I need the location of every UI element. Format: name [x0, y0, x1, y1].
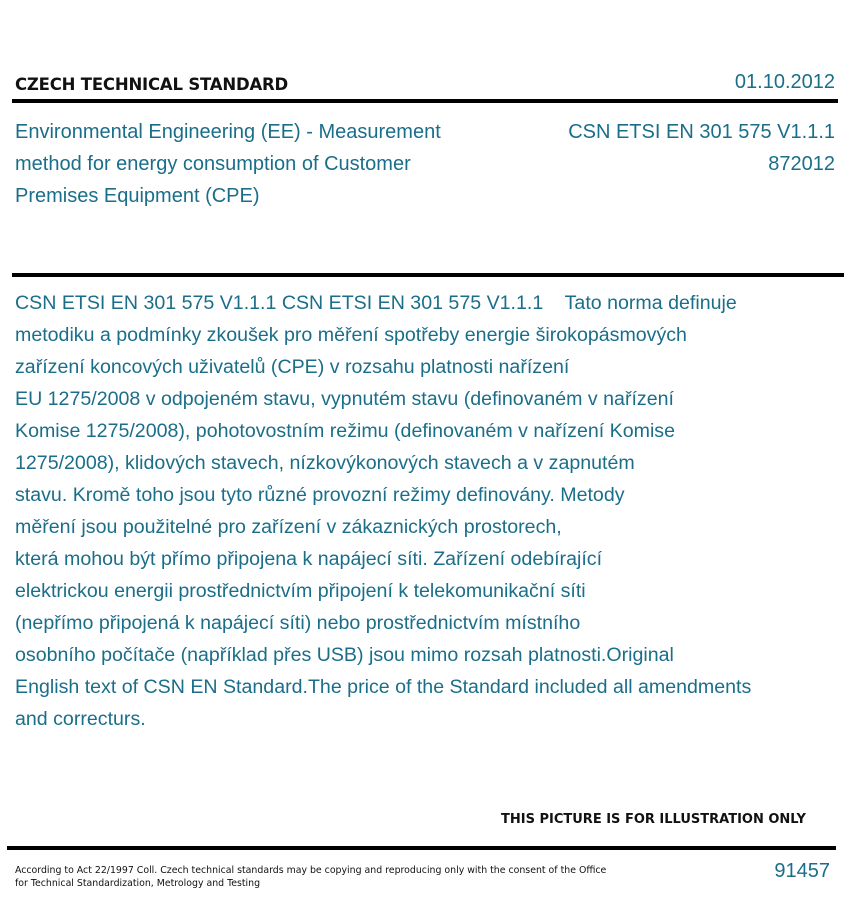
abstract-line: elektrickou energii prostřednictvím připojení k telekomunikační síti [15, 580, 586, 602]
abstract-line: and correcturs. [15, 708, 146, 730]
abstract-line: stavu. Kromě toho jsou tyto různé provozní režimy definovány. Metody [15, 484, 625, 506]
footer-number: 91457 [774, 860, 830, 882]
abstract-line: EU 1275/2008 v odpojeném stavu, vypnutém stavu (definovaném v nařízení [15, 388, 674, 410]
abstract-line: CSN ETSI EN 301 575 V1.1.1 CSN ETSI EN 301 575 V1.1.1 Tato norma definuje [15, 292, 737, 314]
legal-notice-line: for Technical Standardization, Metrology and Testing [15, 878, 261, 889]
abstract-line: zařízení koncových uživatelů (CPE) v rozsahu platnosti nařízení [15, 356, 570, 378]
standard-code: CSN ETSI EN 301 575 V1.1.1 [568, 121, 835, 143]
document-title-line: Premises Equipment (CPE) [15, 185, 260, 207]
header-divider [12, 99, 838, 103]
abstract-line: osobního počítače (například přes USB) jsou mimo rozsah platnosti.Original [15, 644, 674, 666]
abstract-text [15, 287, 830, 735]
abstract-line: metodiku a podmínky zkoušek pro měření spotřeby energie širokopásmových [15, 324, 687, 346]
document-title-line: method for energy consumption of Customer [15, 153, 411, 175]
legal-notice-line: According to Act 22/1997 Coll. Czech technical standards may be copying and reproducing only with the consent of the Office [15, 865, 607, 876]
abstract-line: (nepřímo připojená k napájecí síti) nebo prostřednictvím místního [15, 612, 581, 634]
footer-divider [7, 846, 836, 850]
document-identifiers [568, 116, 835, 180]
standard-heading: CZECH TECHNICAL STANDARD [15, 75, 289, 94]
abstract-line: 1275/2008), klidových stavech, nízkovýkonových stavech a v zapnutém [15, 452, 635, 474]
abstract-line: která mohou být přímo připojena k napájecí síti. Zařízení odebírající [15, 548, 603, 570]
document-title-line: Environmental Engineering (EE) - Measurement [15, 121, 441, 143]
illustration-disclaimer: THIS PICTURE IS FOR ILLUSTRATION ONLY [501, 812, 806, 827]
document-title [15, 116, 495, 212]
abstract-line: měření jsou použitelné pro zařízení v zákaznických prostorech, [15, 516, 562, 538]
legal-notice [15, 864, 615, 890]
publication-date: 01.10.2012 [734, 71, 835, 93]
abstract-line: English text of CSN EN Standard.The price of the Standard included all amendments [15, 676, 752, 698]
section-divider [12, 273, 844, 277]
abstract-line: Komise 1275/2008), pohotovostním režimu (definovaném v nařízení Komise [15, 420, 675, 442]
catalog-number: 872012 [768, 153, 835, 175]
